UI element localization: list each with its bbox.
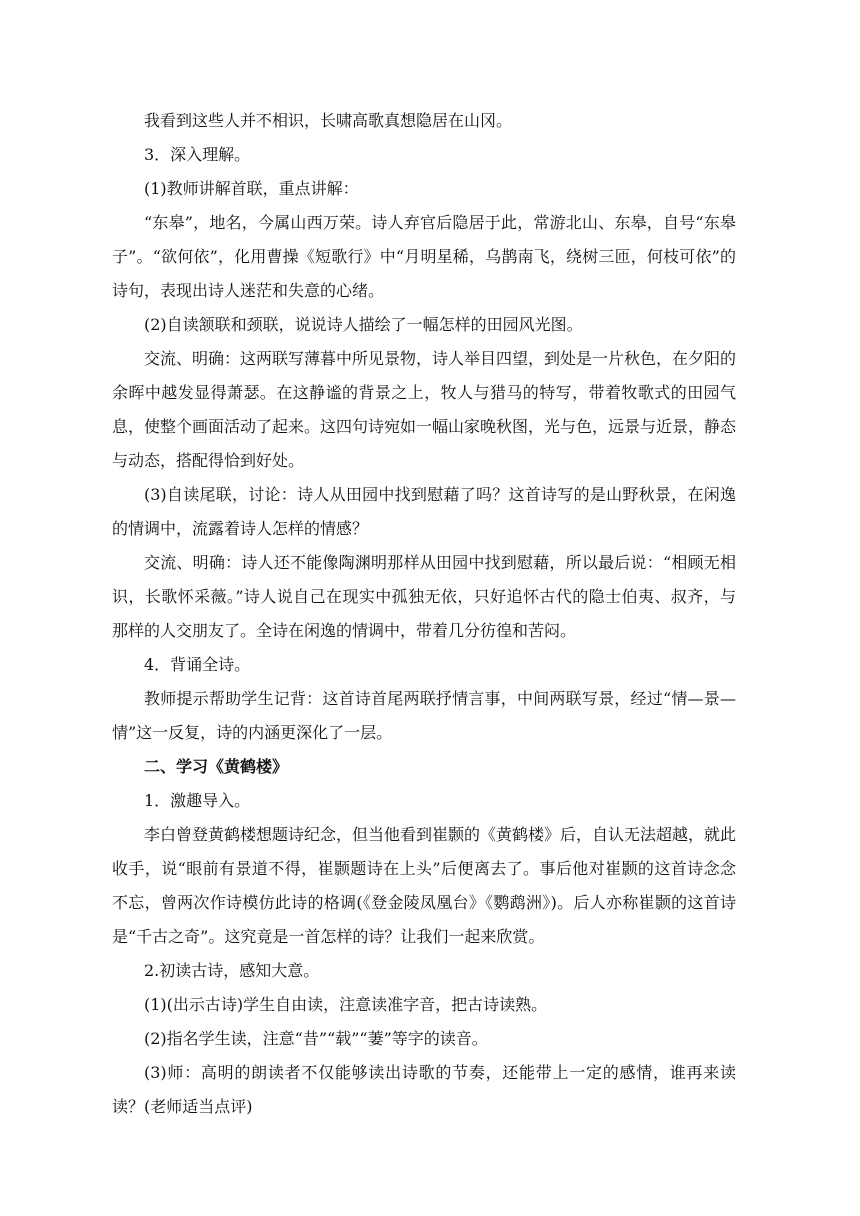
paragraph-8: 交流、明确：诗人还不能像陶渊明那样从田园中找到慰藉，所以最后说：“相顾无相识，长歌怀采薇。”诗人说自己在现实中孤独无依，只好追怀古代的隐士伯夷、叔齐，与那样的人交朋友了。全诗在闲逸的情调中，带着几分彷徨和苦闷。 — [112, 553, 736, 640]
paragraph-4: “东皋”，地名，今属山西万荣。诗人弃官后隐居于此，常游北山、东皋，自号“东皋子”。“欲何依”，化用曹操《短歌行》中“月明星稀，乌鹊南飞，绕树三匝，何枝可依”的诗句，表现出诗人迷茫和失意的心绪。 — [112, 213, 736, 300]
paragraph-16: (2)指名学生读，注意“昔”“载”“萋”等字的读音。 — [144, 1029, 488, 1048]
paragraph-3: (1)教师讲解首联，重点讲解： — [144, 179, 359, 198]
document-body — [112, 104, 736, 1124]
paragraph-6: 交流、明确：这两联写薄暮中所见景物，诗人举目四望，到处是一片秋色，在夕阳的余晖中越发显得萧瑟。在这静谧的背景之上，牧人与猎马的特写，带着牧歌式的田园气息，使整个画面活动了起来。这四句诗宛如一幅山家晚秋图，光与色，远景与近景，静态与动态，搭配得恰到好处。 — [112, 349, 737, 470]
paragraph-1: 我看到这些人并不相识，长啸高歌真想隐居在山冈。 — [144, 111, 513, 130]
paragraph-14: 2.初读古诗，感知大意。 — [144, 961, 320, 980]
paragraph-5: (2)自读颔联和颈联，说说诗人描绘了一幅怎样的田园风光图。 — [144, 315, 583, 334]
section-heading: 二、学习《黄鹤楼》 — [144, 757, 289, 776]
paragraph-15: (1)(出示古诗)学生自由读，注意读准字音，把古诗读熟。 — [144, 995, 548, 1014]
paragraph-9: 4．背诵全诗。 — [144, 655, 251, 674]
paragraph-10: 教师提示帮助学生记背：这首诗首尾两联抒情言事，中间两联写景，经过“情—景—情”这一反复，诗的内涵更深化了一层。 — [112, 689, 736, 742]
paragraph-7: (3)自读尾联，讨论：诗人从田园中找到慰藉了吗？这首诗写的是山野秋景，在闲逸的情调中，流露着诗人怎样的情感？ — [112, 485, 736, 538]
paragraph-12: 1．激趣导入。 — [144, 791, 251, 810]
paragraph-13: 李白曾登黄鹤楼想题诗纪念，但当他看到崔颢的《黄鹤楼》后，自认无法超越，就此收手，说“眼前有景道不得，崔颢题诗在上头”后便离去了。事后他对崔颢的这首诗念念不忘，曾两次作诗模仿此诗的格调(《登金陵凤凰台》《鹦鹉洲》)。后人亦称崔颢的这首诗是“千古之奇”。这究竟是一首怎样的诗？让我们一起来欣赏。 — [112, 825, 737, 946]
paragraph-17: (3)师：高明的朗读者不仅能够读出诗歌的节奏，还能带上一定的感情，谁再来读读？(老师适当点评) — [112, 1063, 736, 1116]
paragraph-2: 3．深入理解。 — [144, 145, 251, 164]
